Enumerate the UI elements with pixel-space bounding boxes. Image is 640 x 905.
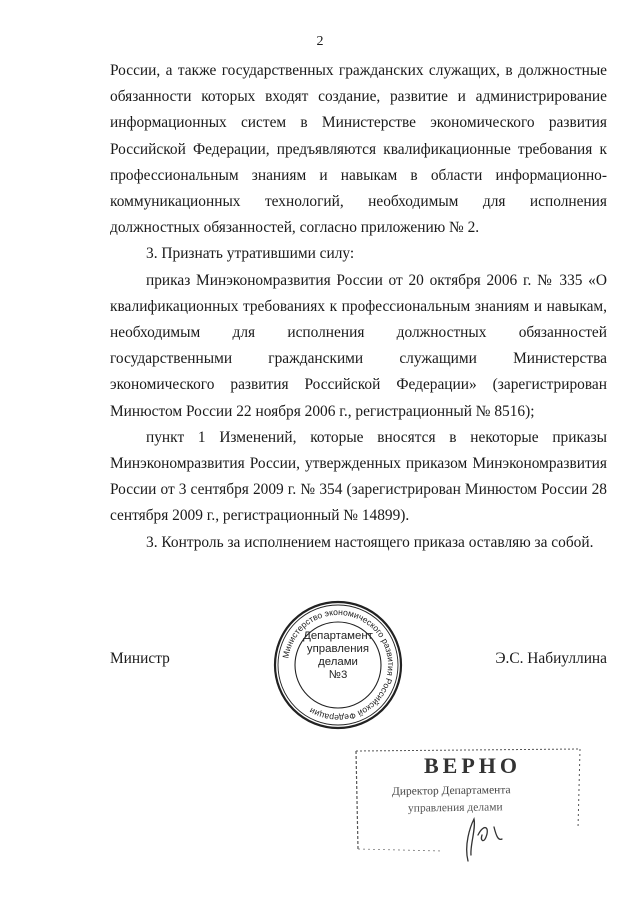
page-number: 2 — [316, 34, 324, 49]
seal-center-text — [300, 630, 376, 682]
seal-line: делами — [318, 656, 358, 668]
seal-ring-text: Министерство экономического развития Российской Федерации — [280, 606, 397, 724]
document-body — [110, 58, 607, 556]
signatory-name: Э.С. Набиуллина — [495, 650, 607, 667]
signatory-title: Министр — [110, 650, 170, 667]
paragraph-control-clause: 3. Контроль за исполнением настоящего приказа оставляю за собой. — [146, 533, 594, 551]
stamp-heading: ВЕРНО — [424, 753, 522, 778]
stamp-line-position: Директор Департамента — [391, 784, 511, 798]
paragraph-repeal-heading: 3. Признать утратившими силу: — [146, 245, 355, 263]
seal-line: Департамент — [303, 630, 373, 642]
official-round-seal — [271, 598, 405, 732]
paragraph-requirements-continuation: России, а также государственных гражданских служащих, в должностные обязанности которых входят создание, развитие и администрирование информационных систем в Министерстве экономического развития Российской Федерации, предъявляются квалификационные требования к профессиональным знаниям и навыкам в области информационно-коммуникационных технологий, необходимым для исполнения должностных обязанностей, согласно приложению № 2. — [110, 62, 607, 237]
handwritten-signature — [440, 805, 520, 865]
paragraph-repealed-clause-354: пункт 1 Изменений, которые вносятся в некоторые приказы Минэкономразвития России, утвержденных приказом Минэкономразвития России от 3 сентября 2009 г. № 354 (зарегистрирован Минюстом России 28 сентября 2009 г., регистрационный № 14899). — [110, 428, 607, 525]
seal-line: управления — [306, 643, 370, 655]
paragraph-repealed-order-335: приказ Минэкономразвития России от 20 октября 2006 г. № 335 «О квалификационных требованиях к профессиональным знаниям и навыкам, необходимым для исполнения должностных обязанностей государственными гражданскими служащими Министерства экономического развития Российской Федерации» (зарегистрирован Минюстом России 22 ноября 2006 г., регистрационный № 8516); — [110, 271, 607, 420]
seal-line: №3 — [328, 669, 348, 681]
stamp-line-department: управления делами — [407, 801, 503, 815]
